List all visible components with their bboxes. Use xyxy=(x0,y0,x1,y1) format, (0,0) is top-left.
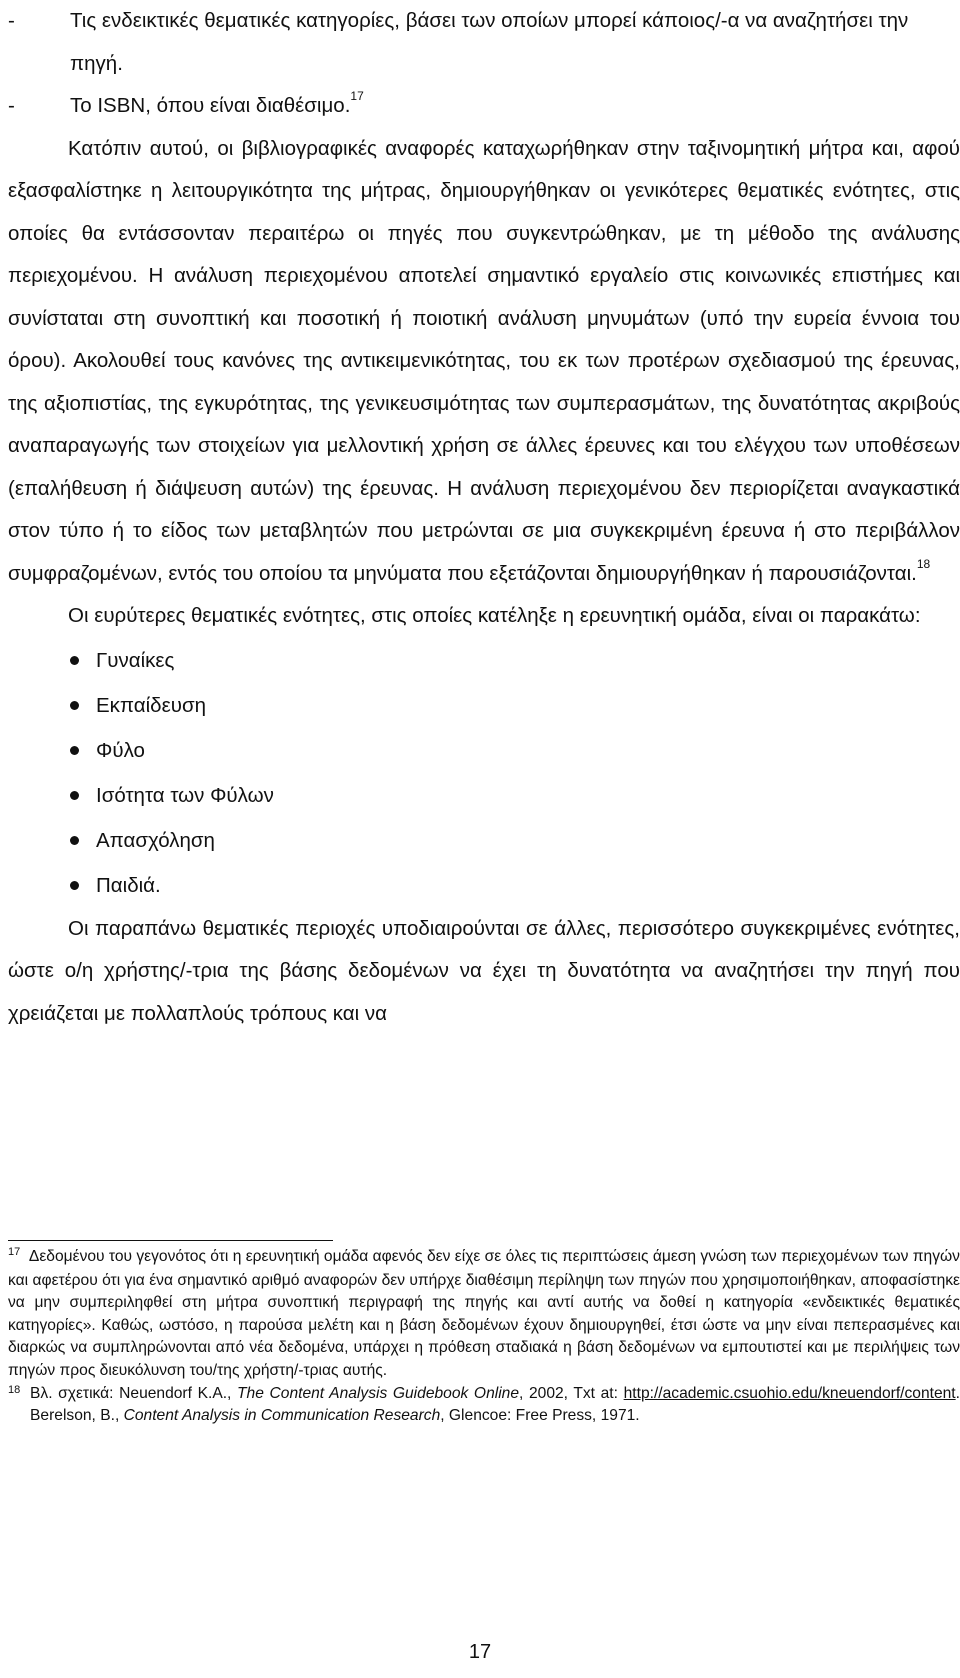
bullet-icon xyxy=(70,656,79,665)
list-item xyxy=(8,818,960,863)
body-paragraph: Οι παραπάνω θεματικές περιοχές υποδιαιρούνται σε άλλες, περισσότερο συγκεκριμένες ενότητες, ώστε ο/η χρήστης/-τρια της βάσης δεδομένων να έχει τη δυνατότητα να αναζητήσει την πηγή που χρειάζεται με πολλαπλούς τρόπους και να xyxy=(8,916,960,1025)
footnote-text: Βλ. σχετικά: Neuendorf K.A., xyxy=(30,1384,238,1402)
bullet-list xyxy=(8,638,960,908)
citation-link[interactable]: http://academic.csuohio.edu/kneuendorf/content xyxy=(623,1384,956,1402)
list-item-text: Παιδιά. xyxy=(96,873,161,897)
cited-title: The Content Analysis Guidebook Online xyxy=(237,1384,520,1402)
bullet-icon xyxy=(70,701,79,710)
dash-list-item xyxy=(8,85,960,128)
footnote-number: 17 xyxy=(8,1246,21,1258)
footnote-separator xyxy=(8,1240,333,1241)
list-item-text: Ισότητα των Φύλων xyxy=(96,783,274,807)
footnote-ref: 18 xyxy=(916,556,931,571)
body-paragraph xyxy=(8,128,960,596)
list-item xyxy=(8,638,960,683)
dash-item-text: Τις ενδεικτικές θεματικές κατηγορίες, βάσει των οποίων μπορεί κάποιος/-α να αναζητήσει την πηγή. xyxy=(70,9,909,75)
footnote-body xyxy=(8,1383,960,1428)
footnote-text: , 2002, Txt at: xyxy=(519,1384,624,1402)
footnotes xyxy=(8,1246,960,1428)
list-item xyxy=(8,773,960,818)
list-item xyxy=(8,863,960,908)
bullet-icon xyxy=(70,791,79,800)
list-item xyxy=(8,728,960,773)
main-text xyxy=(8,0,960,1035)
cited-title: Content Analysis in Communication Research xyxy=(123,1407,441,1425)
dash-marker: - xyxy=(8,9,15,32)
footnote-text: Δεδομένου του γεγονότος ότι η ερευνητική ομάδα αφενός δεν είχε σε όλες τις περιπτώσεις άμεση γνώση των περιεχομένων των πηγών και αφετέρου ότι για ένα σημαντικό αριθμό αναφορών δεν υπήρχε διαθέσιμη περίληψη των πηγών που χρησιμοποιήθηκαν, αποφασίστηκε να μην συμπεριληφθεί στη μήτρα συνοπτική περιγραφή της πηγής και αντί αυτής να δοθεί η κατηγορία «ενδεικτικές θεματικές κατηγορίες». Καθώς, ωστόσο, η παρούσα μελέτη και η βάση δεδομένων έχουν δημιουργηθεί, έτσι ώστε να μην είναι πεπερασμένες και διαρκώς να συμπληρώνονται από νέα δεδομένα, υπάρχει η πρόθεση σταδιακά η βάση δεδομένων να εμπουτιστεί και με περιλήψεις των πηγών προς διευκόλυνση του/της χρήστη/-τριας αυτής. xyxy=(8,1248,960,1379)
footnote-text: , Glencoe: Free Press, 1971. xyxy=(440,1407,640,1425)
dash-marker: - xyxy=(8,94,15,117)
list-item-text: Γυναίκες xyxy=(96,648,175,672)
bullet-icon xyxy=(70,881,79,890)
bullet-icon xyxy=(70,836,79,845)
list-item-text: Εκπαίδευση xyxy=(96,693,206,717)
footnote-number: 18 xyxy=(8,1383,21,1396)
body-paragraph: Οι ευρύτερες θεματικές ενότητες, στις οποίες κατέληξε η ερευνητική ομάδα, είναι οι παρακάτω: xyxy=(68,604,921,627)
page-number: 17 xyxy=(468,1641,492,1663)
dash-item-text: Το ISBN, όπου είναι διαθέσιμο. xyxy=(70,94,351,117)
paragraph-text: Κατόπιν αυτού, οι βιβλιογραφικές αναφορές καταχωρήθηκαν στην ταξινομητική μήτρα και, αφού εξασφαλίστηκε η λειτουργικότητα της μήτρας, δημιουργήθηκαν οι γενικότερες θεματικές ενότητες, στις οποίες θα εντάσσονταν περαιτέρω οι πηγές που συγκεντρώθηκαν, με τη μέθοδο της ανάλυσης περιεχομένου. Η ανάλυση περιεχομένου αποτελεί σημαντικό εργαλείο στις κοινωνικές επιστήμες και συνίσταται στη συνοπτική και ποσοτική ή ποιοτική ανάλυση μηνυμάτων (υπό την ευρεία έννοια του όρου). Ακολουθεί τους κανόνες της αντικειμενικότητας, του εκ των προτέρων σχεδιασμού της έρευνας, της αξιοπιστίας, της εγκυρότητας, της γενικευσιμότητας των συμπερασμάτων, της δυνατότητας ακριβούς αναπαραγωγής των στοιχείων για μελλοντική χρήση σε άλλες έρευνες και του ελέγχου των υποθέσεων (επαλήθευση ή διάψευση αυτών) της έρευνας. Η ανάλυση περιεχομένου δεν περιορίζεται αναγκαστικά στον τύπο ή το είδος των μεταβλητών που μετρώνται σε μια συγκεκριμένη έρευνα ή στο περιβάλλον συμφραζομένων, εντός του οποίου τα μηνύματα που εξετάζονται δημιουργήθηκαν ή παρουσιάζονται. xyxy=(8,136,960,585)
list-item xyxy=(8,683,960,728)
list-item-text: Απασχόληση xyxy=(96,828,215,852)
list-item-text: Φύλο xyxy=(96,738,145,762)
bullet-icon xyxy=(70,746,79,755)
footnote xyxy=(8,1246,960,1383)
footnote-ref: 17 xyxy=(350,89,364,104)
dash-list-item xyxy=(8,0,960,85)
footnote-text: . Berelson, B., xyxy=(30,1384,960,1425)
footnote xyxy=(8,1383,960,1428)
